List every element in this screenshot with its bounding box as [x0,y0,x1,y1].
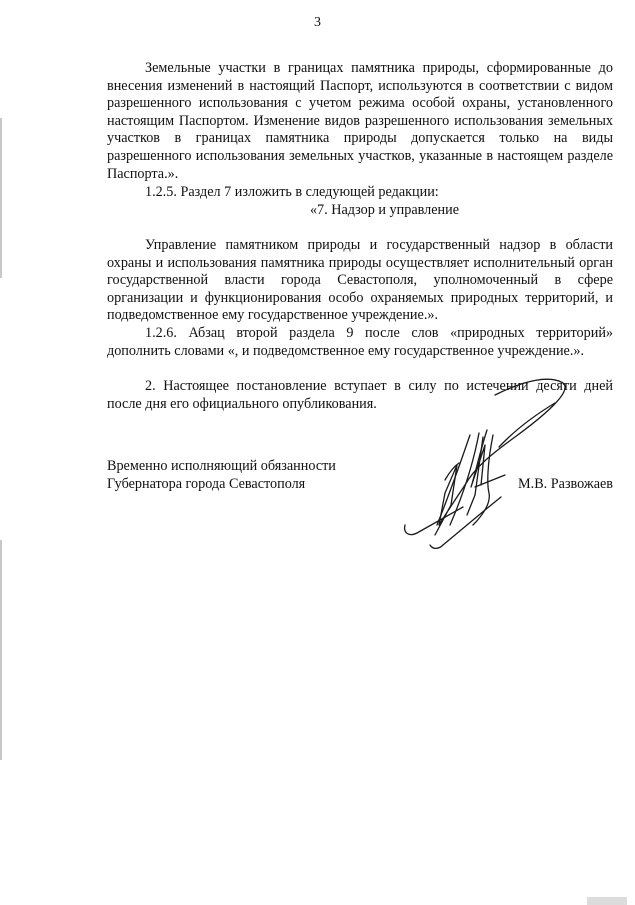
section-7-heading: «7. Надзор и управление [309,202,459,218]
scan-edge-mark [0,118,2,278]
paragraph-text: 2. Настоящее постановление вступает в силу по истечении десяти дней после дня его официального опубликования. [107,378,613,412]
page-number: 3 [314,15,321,30]
paragraph-section-9-amendment [107,325,613,360]
paragraph-section-7-amendment [107,184,613,202]
scan-corner-mark [587,897,627,905]
signatory-position-line: Временно исполняющий обязанности [107,458,336,474]
paragraph-text: 1.2.6. Абзац второй раздела 9 после слов «природных территорий» дополнить словами «, и подведомственное ему государственное учреждение.». [107,325,613,359]
signatory-position-line: Губернатора города Севастополя [107,475,306,492]
paragraph-text: 1.2.5. Раздел 7 изложить в следующей редакции: [145,184,439,200]
scan-edge-mark [0,540,2,760]
paragraph-land-plots [107,60,613,183]
paragraph-text: Управление памятником природы и государственный надзор в области охраны и использования памятника природы осуществляет исполнительный орган государственной власти города Севастополя, уполномоченный в сфере организации и функционирования особо охраняемых природных территорий, и подведомственное ему государственное учреждение.». [107,237,613,324]
signatory-name: М.В. Развожаев [518,476,613,492]
paragraph-management [107,237,613,325]
paragraph-text: Земельные участки в границах памятника природы, сформированные до внесения изменений в настоящий Паспорт, используются в соответствии с видом разрешенного использования с учетом режима особой охраны, установленного настоящим Паспортом. Изменение видов разрешенного использования земельных участков в границах памятника природы допускается только на виды разрешенного использования земельных участков, указанные в настоящем разделе Паспорта.». [107,60,613,182]
handwritten-signature [375,375,615,560]
